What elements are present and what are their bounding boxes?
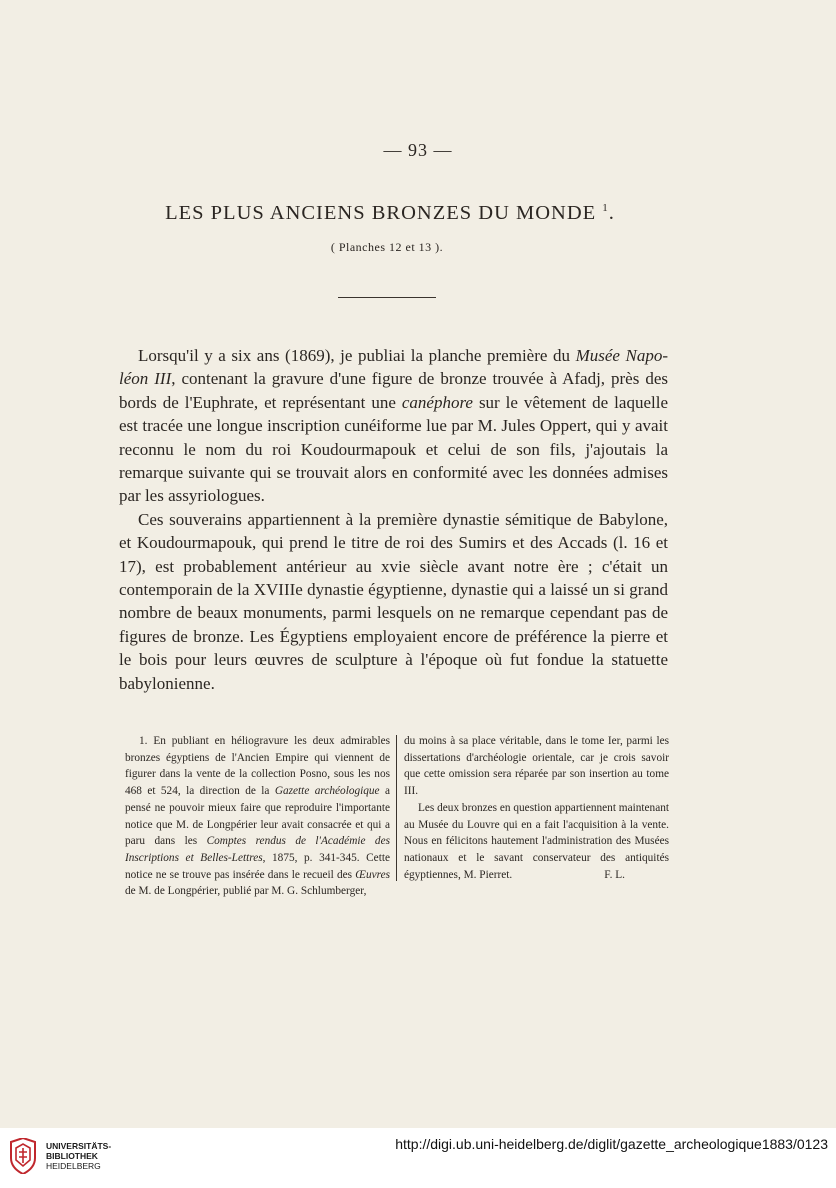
footnote-paragraph-2: Les deux bronzes en question appartiennent maintenant au Musée du Louvre qui en a fait l'acquisition à la vente. Nous en félicitons hautement l'administration des Musées nationaux et le savant conservateur des antiquités égyptiennes, M. Pierret. [404, 801, 669, 881]
footnote-1-italic-proceedings: Comptes rendus de l'Académie des Inscriptions et Belles-Lettres [125, 835, 390, 864]
footnote-1-part-a: 1. En publiant en héliogravure les deux admirables bronzes égyptiens de l'Ancien Empire qui viennent de figurer dans la vente de la collection Posno, sous les nos 468 et 524, la direction de la [125, 735, 390, 798]
library-name-line-2: BIBLIOTHEK [46, 1151, 98, 1161]
paragraph-1 [119, 344, 668, 508]
digitization-footer [0, 1128, 836, 1188]
footnotes [125, 733, 669, 900]
paragraph-1-italic-title: Musée Napo-léon III [119, 346, 668, 389]
footnote-column-divider [396, 735, 397, 881]
page-number: — 93 — [383, 140, 453, 160]
library-name[interactable] [46, 1141, 111, 1171]
article-body [119, 344, 668, 695]
footnote-1-part-d: de M. de Longpérier, publié par M. G. Schlumberger, [125, 885, 367, 898]
footnote-1 [125, 733, 390, 900]
footnote-left-column [125, 733, 396, 900]
paragraph-1-part-c: sur le vêtement de laquelle est tracée une longue inscription cunéiforme lue par M. Jules Oppert, qui y avait reconnu le nom du roi Koudourmapouk et celui de son fils, j'ajoutais la remarque suivante qui se trouvait alors en conformité avec les données admises par les assyriologues. [119, 392, 668, 506]
paragraph-1-part-b: , contenant la gravure d'une figure de bronze trouvée à Afadj, près des bords de l'Euphrate, et représentant une [119, 369, 668, 412]
library-name-line-3: HEIDELBERG [46, 1161, 101, 1171]
footnote-right-column [400, 733, 669, 900]
footnote-continuation: du moins à sa place véritable, dans le tome Ier, parmi les dissertations d'archéologie orientale, car je crois savoir que cette omission sera réparée par son insertion au tome III. [404, 735, 669, 798]
footnote-1-part-b: a pensé ne pouvoir mieux faire que reproduire l'importante notice que M. de Longpérier leur avait consacrée et qui a paru dans les [125, 785, 390, 848]
heidelberg-library-logo-icon[interactable] [8, 1138, 38, 1174]
footnote-signature: F. L. [604, 868, 625, 881]
plates-reference: ( Planches 12 et 13 ). [330, 240, 444, 254]
article-title: LES PLUS ANCIENS BRONZES DU MONDE $^1$. [165, 202, 615, 224]
article-title-text: LES PLUS ANCIENS BRONZES DU MONDE [165, 202, 597, 224]
title-footnote-marker: 1 [602, 202, 609, 215]
footnote-1-italic-journal: Gazette archéologique [274, 785, 380, 798]
library-name-line-1: UNIVERSITÄTS- [46, 1141, 112, 1151]
paragraph-1-italic-term: canéphore [401, 392, 473, 412]
footnote-1-part-c: , 1875, p. 341-345. Cette notice ne se trouve pas insérée dans le recueil des [125, 851, 390, 881]
footnote-1-italic-works: Œuvres [355, 868, 390, 881]
paragraph-2: Ces souverains appartiennent à la première dynastie sémitique de Babylone, et Koudourmapouk, qui prend le titre de roi des Sumirs et des Accads (l. 16 et 17), est probablement antérieur au xvie siècle avant notre ère ; c'était un contemporain de la XVIIIe dynastie égyptienne, dynastie qui a laissé un si grand nombre de beaux monuments, parmi lesquels on ne remarque cependant pas de figures de bronze. Les Égyptiens employaient encore de préférence la pierre et le bois pour leurs œuvres de sculpture à l'époque où fut fondue la statuette babylonienne. [119, 509, 668, 693]
source-url[interactable]: http://digi.ub.uni-heidelberg.de/diglit/gazette_archeologique1883/0123 [395, 1136, 828, 1152]
title-divider [338, 297, 436, 298]
paragraph-1-part-a: Lorsqu'il y a six ans (1869), je publiai la planche première du [138, 346, 576, 365]
